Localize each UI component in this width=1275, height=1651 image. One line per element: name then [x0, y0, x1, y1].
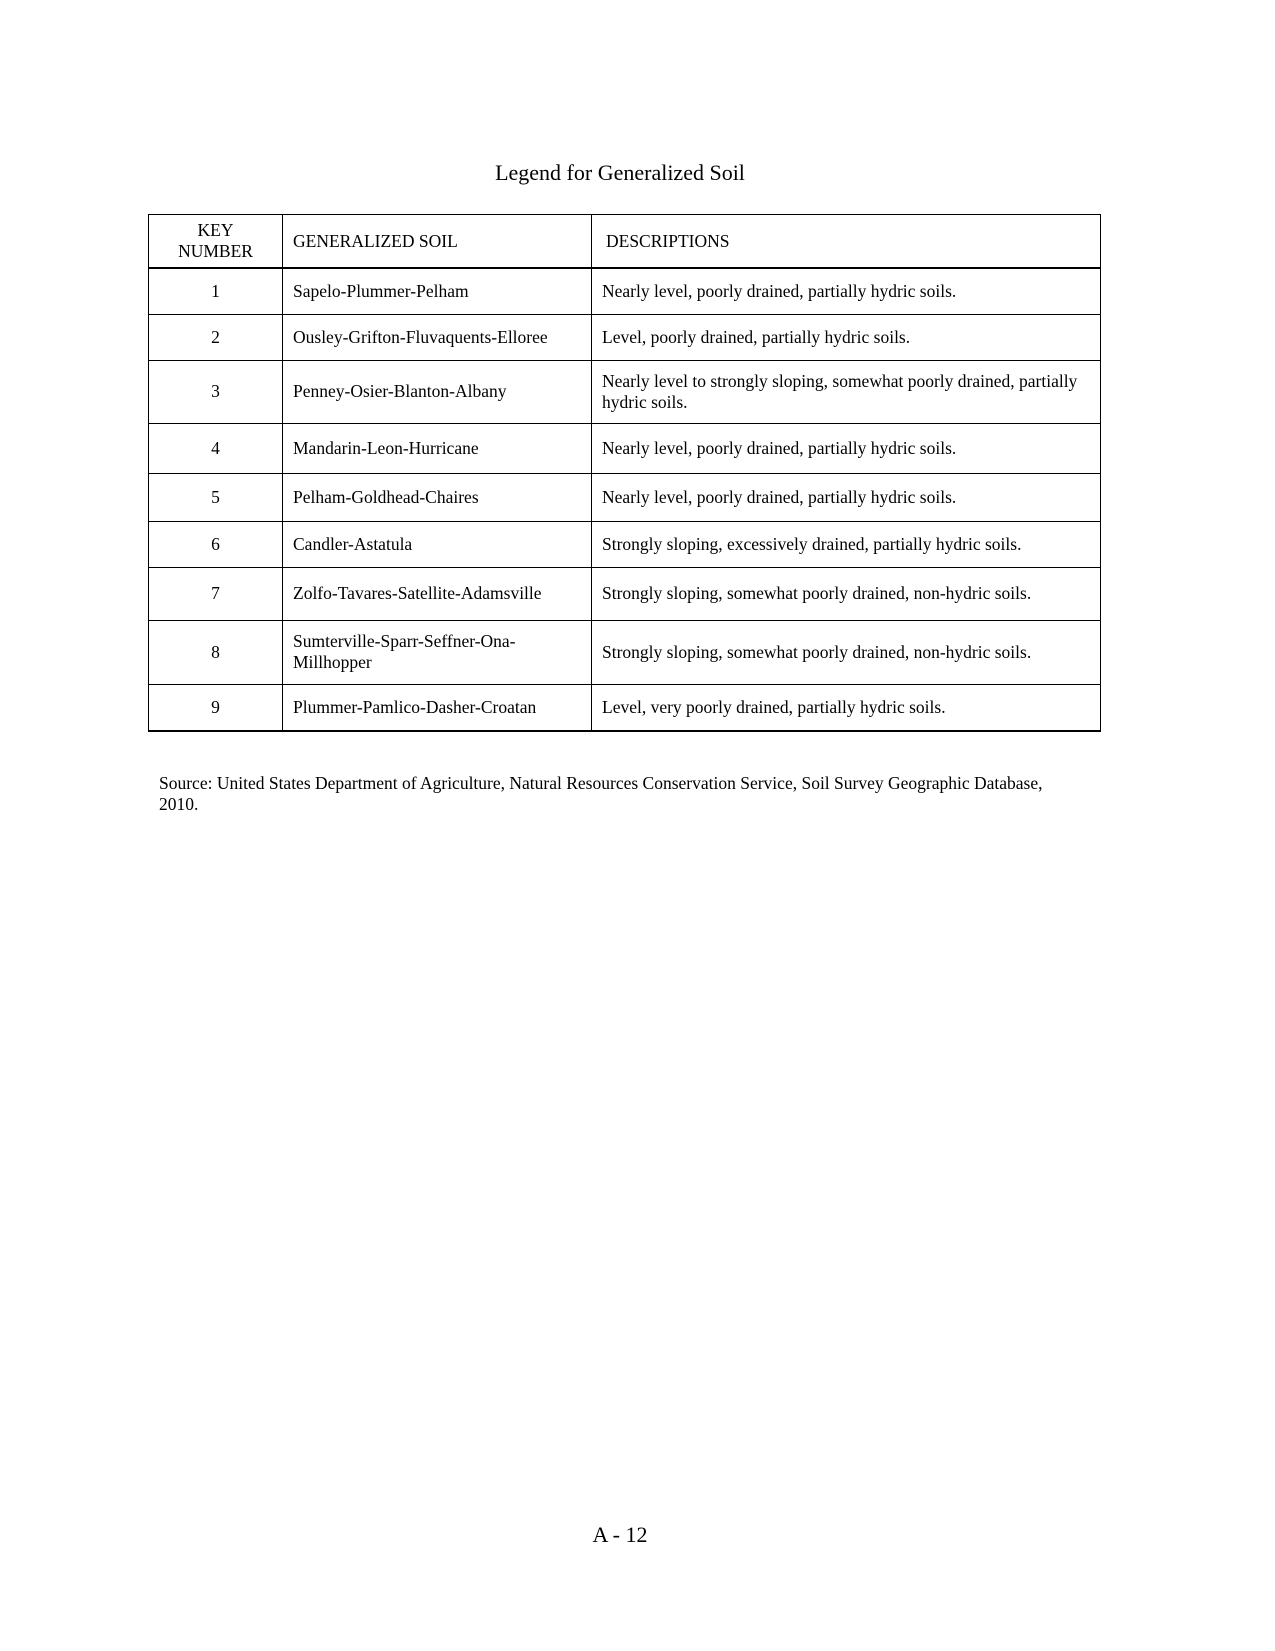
- description-cell: Level, very poorly drained, partially hydric soils.: [592, 684, 1101, 731]
- header-key-number: [149, 215, 283, 269]
- table-row: [149, 521, 1101, 567]
- key-number-cell: 2: [149, 314, 283, 360]
- soil-name-cell: Candler-Astatula: [283, 521, 592, 567]
- header-descriptions: DESCRIPTIONS: [592, 215, 1101, 269]
- key-number-cell: 9: [149, 684, 283, 731]
- description-cell: Strongly sloping, somewhat poorly drained, non-hydric soils.: [592, 567, 1101, 620]
- key-number-cell: 4: [149, 423, 283, 473]
- table-row: [149, 268, 1101, 314]
- key-number-cell: 7: [149, 567, 283, 620]
- soil-name-cell: Zolfo-Tavares-Satellite-Adamsville: [283, 567, 592, 620]
- soil-name-cell: Pelham-Goldhead-Chaires: [283, 473, 592, 521]
- table-row: [149, 314, 1101, 360]
- description-cell: Nearly level, poorly drained, partially hydric soils.: [592, 423, 1101, 473]
- header-generalized-soil: GENERALIZED SOIL: [283, 215, 592, 269]
- header-key-line2: NUMBER: [178, 241, 253, 261]
- key-number-cell: 6: [149, 521, 283, 567]
- soil-name-cell: Sapelo-Plummer-Pelham: [283, 268, 592, 314]
- page-title: Legend for Generalized Soil: [495, 160, 745, 185]
- page-number: A - 12: [592, 1522, 648, 1547]
- soil-name-cell: Plummer-Pamlico-Dasher-Croatan: [283, 684, 592, 731]
- table-header-row: [149, 215, 1101, 269]
- table-row: [149, 567, 1101, 620]
- table-row: [149, 473, 1101, 521]
- table-row: [149, 620, 1101, 684]
- source-note: Source: United States Department of Agriculture, Natural Resources Conservation Service, Soil Survey Geographic Database, 2010.: [159, 773, 1043, 814]
- header-key-line1: KEY: [197, 220, 234, 240]
- soil-legend-table: [148, 214, 1101, 732]
- description-cell: Level, poorly drained, partially hydric soils.: [592, 314, 1101, 360]
- table-row: [149, 423, 1101, 473]
- soil-name-cell: Mandarin-Leon-Hurricane: [283, 423, 592, 473]
- description-cell: Nearly level, poorly drained, partially hydric soils.: [592, 473, 1101, 521]
- key-number-cell: 1: [149, 268, 283, 314]
- description-cell: Strongly sloping, somewhat poorly drained, non-hydric soils.: [592, 620, 1101, 684]
- key-number-cell: 8: [149, 620, 283, 684]
- soil-name-cell: Ousley-Grifton-Fluvaquents-Elloree: [283, 314, 592, 360]
- table-row: [149, 360, 1101, 423]
- soil-name-cell: Penney-Osier-Blanton-Albany: [283, 360, 592, 423]
- description-cell: Nearly level, poorly drained, partially hydric soils.: [592, 268, 1101, 314]
- key-number-cell: 3: [149, 360, 283, 423]
- description-cell: Nearly level to strongly sloping, somewhat poorly drained, partially hydric soils.: [592, 360, 1101, 423]
- soil-name-cell: Sumterville-Sparr-Seffner-Ona-Millhopper: [283, 620, 592, 684]
- key-number-cell: 5: [149, 473, 283, 521]
- table-row: [149, 684, 1101, 731]
- description-cell: Strongly sloping, excessively drained, partially hydric soils.: [592, 521, 1101, 567]
